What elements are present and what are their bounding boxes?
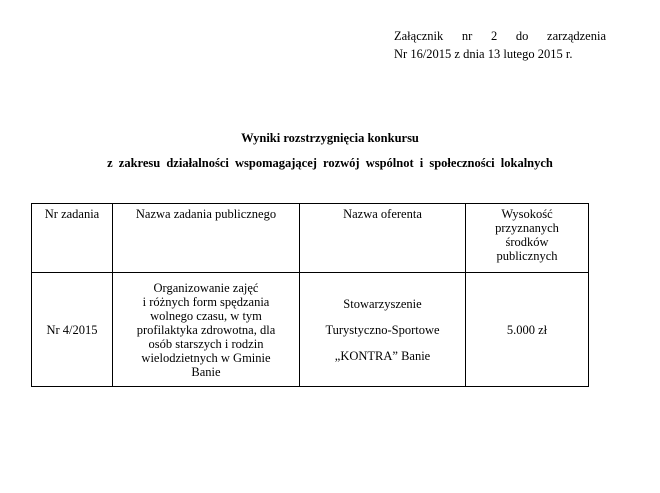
annex-line-2: Nr 16/2015 z dnia 13 lutego 2015 r.	[394, 47, 573, 61]
cell-task-name: Organizowanie zajęć i różnych form spędzania wolnego czasu, w tym profilaktyka zdrowotna, dla osób starszych i rodzin wielodzietnych w Gminie Banie	[113, 273, 300, 387]
cell-offeror: Stowarzyszenie Turystyczno-Sportowe „KONTRA” Banie	[300, 273, 466, 387]
annex-word: do	[515, 29, 529, 43]
results-table	[31, 203, 589, 387]
annex-word: 2	[490, 29, 498, 43]
annex-line-1	[394, 27, 606, 45]
header-offeror: Nazwa oferenta	[300, 204, 466, 273]
table-row	[32, 273, 589, 387]
table-header-row	[32, 204, 589, 273]
annex-word: zarządzenia	[547, 29, 606, 43]
header-task-name: Nazwa zadania publicznego	[113, 204, 300, 273]
cell-task-number: Nr 4/2015	[32, 273, 113, 387]
annex-note	[394, 27, 606, 63]
header-amount: Wysokość przyznanych środków publicznych	[466, 204, 589, 273]
header-task-number: Nr zadania	[32, 204, 113, 273]
document-subtitle: z zakresu działalności wspomagającej rozwój wspólnot i społeczności lokalnych	[107, 156, 553, 170]
cell-amount: 5.000 zł	[466, 273, 589, 387]
annex-word: Załącznik	[394, 29, 444, 43]
annex-word: nr	[461, 29, 473, 43]
document-title: Wyniki rozstrzygnięcia konkursu	[241, 131, 419, 145]
